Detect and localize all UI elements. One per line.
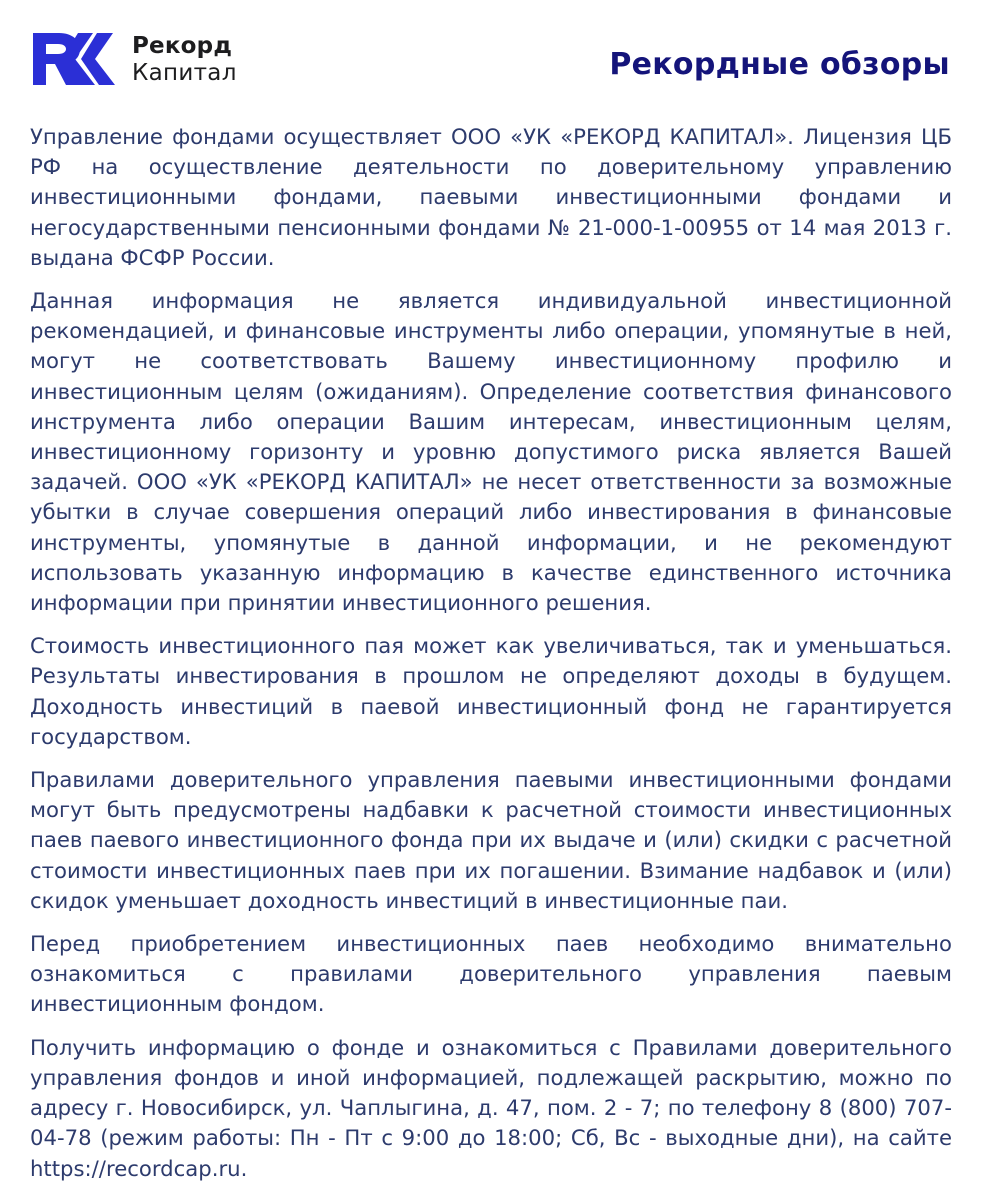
paragraph-share-value: Стоимость инвестиционного пая может как увеличиваться, так и уменьшаться. Результаты инвестирования в прошлом не определяют доходы в будущем. Доходность инвестиций в паевой инвестиционный фонд не гарантируется государством.	[30, 633, 952, 749]
logo-rk-icon	[33, 33, 117, 85]
logo-line-2: Капитал	[132, 60, 237, 86]
header	[0, 0, 982, 110]
paragraph-read-rules: Перед приобретением инвестиционных паев необходимо внимательно ознакомиться с правилами доверительного управления паевым инвестиционным фондом.	[30, 931, 952, 1017]
paragraph-contacts: Получить информацию о фонде и ознакомиться с Правилами доверительного управления фондов и иной информацией, подлежащей раскрытию, можно по адресу г. Новосибирск, ул. Чаплыгина, д. 47, пом. 2 - 7; по телефону 8 (800) 707-04-78 (режим работы: Пн - Пт с 9:00 до 18:00; Сб, Вс - выходные дни), на сайте https://recordcap.ru.	[30, 1034, 952, 1181]
logo-wordmark	[132, 33, 237, 87]
page-title: Рекордные обзоры	[609, 47, 950, 82]
logo-line-1: Рекорд	[132, 33, 233, 59]
company-logo[interactable]	[33, 33, 237, 88]
paragraph-fees: Правилами доверительного управления паевыми инвестиционными фондами могут быть предусмотрены надбавки к расчетной стоимости инвестиционных паев паевого инвестиционного фонда при их выдаче и (или) скидки с расчетной стоимости инвестиционных паев при их погашении. Взимание надбавок и (или) скидок уменьшает доходность инвестиций в инвестиционные паи.	[30, 767, 952, 913]
paragraph-not-recommendation: Данная информация не является индивидуальной инвестиционной рекомендацией, и финансовые инструменты либо операции, упомянутые в ней, могут не соответствовать Вашему инвестиционному профилю и инвестиционным целям (ожиданиям). Определение соответствия финансового инструмента либо операции Вашим интересам, инвестиционным целям, инвестиционному горизонту и уровню допустимого риска является Вашей задачей. ООО «УК «РЕКОРД КАПИТАЛ» не несет ответственности за возможные убытки в случае совершения операций либо инвестирования в финансовые инструменты, упомянутые в данной информации, и не рекомендуют использовать указанную информацию в качестве единственного источника информации при принятии инвестиционного решения.	[30, 288, 952, 616]
disclaimer-text	[30, 122, 952, 1197]
paragraph-license: Управление фондами осуществляет ООО «УК «РЕКОРД КАПИТАЛ». Лицензия ЦБ РФ на осуществление деятельности по доверительному управлению инвестиционными фондами, паевыми инвестиционными фондами и негосударственными пенсионными фондами № 21-000-1-00955 от 14 мая 2013 г. выдана ФСФР России.	[30, 124, 952, 270]
